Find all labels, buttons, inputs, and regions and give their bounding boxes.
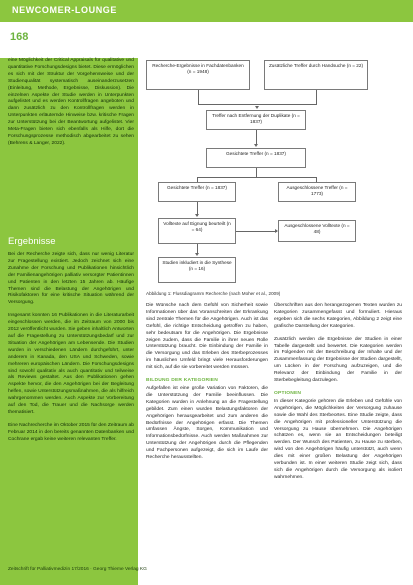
article-paragraph: In dieser Kategorie gehören die Erleben und Gefühle von Angehörigen, die Möglichkeiten der Versorgung zuhause sowie die Wahl des Sterbeortes. Eine Studie zeigte, dass die Angehörigen mit professioneller Unterstützung die Versorgung zu Hause übernehmen. Die Angehörigen schätzen es, wenn sie an Entscheidungen beteiligt werden. Der Wunsch des Patienten, zu Hause zu sterben, wird von den Angehörigen häufig unterstützt, auch wenn dies mit einer großen Belastung der Angehörigen verbunden ist. In einer weiteren Studie zeigt sich, dass sich die Angehörigen durch die Versorgung als isoliert wahrnehmen. [274,398,402,480]
flowchart-arrow [255,106,259,109]
sidebar-paragraph: Eine Nachrecherche im Oktober 2015 für den Zeitraum ab Februar 2014 in den bereits genannten Datenbanken und Cochrane ergab keine weiteren relevanten Treffer. [8,422,134,442]
flowchart-connector [316,90,317,104]
article-paragraph: Die Wünsche nach dem Gefühl von Sicherheit sowie Informationen über das Voranschreiten der Erkrankung sind zentrale Themen für die Angehörigen. Auch ist das Gefühl, die richtige Entscheidung getroffen zu haben, sehr bedeutsam für die Angehörigen. Die Ergebnisse zeigen zudem, dass die Familie in ihrer neuen Rolle Unterstützung braucht. Die Einbindung der Familie in die Versorgung und das Erleben des Sterbeprozesses im häuslichen Umfeld bringt viele Herausforderungen mit sich, auf die sie vorbereitet werden müssen. [146,303,268,371]
flowchart-box-excluded: Ausgeschlossene Treffer (n = 1773) [278,182,356,202]
article-paragraph: Überschriften aus den herangezogenen Texten wurden zu Kategorien zusammengefasst und formuliert. Hieraus ergeben sich die sechs Kategorien, Abbildung 2 zeigt eine grafische Darstellung der Kategorien. [274,303,402,329]
flowchart-arrow [254,144,258,147]
sidebar-text-bottom [8,252,134,450]
flowchart-box-screened-result: Gesichtete Treffer (n = 1837) [158,182,236,202]
flowchart-connector [197,177,316,178]
flowchart-box-fulltext: Volltexte auf Eignung beurteilt (n = 64) [158,218,236,244]
page-footer: Zeitschrift für Palliativmedizin 17/2016 · Georg Thieme Verlag KG [8,567,147,572]
page-number: 168 [10,31,29,43]
flowchart-arrow [195,214,199,217]
sidebar-paragraph: eine Möglichkeit der Critical Appraisals für qualitative und quantitative Forschungsdesigns bietet. Diese ermöglichen es sich mit der Struktur der Vorgehensweise und der Studienqualität systematisch auseinanderzusetzen (Einleitung, Methode, Ergebnisse, Diskussion). Die einzelnen Aspekte der Studie werden in Unterpunkten aufgelistet und es werden Kontrollfragen angeboten und dann zusätzlich zu den Kontrollfragen werden in Unterpunkten erläuternde Hinweise bzw. kritische Fragen zur Unterstützung bei der Beantwortung aufgelistet. Vier Meta-Fragen bieten sich ebenfalls als Hilfe, dort die Forschungsprozesse methodisch abgearbeitet zu sehen (Behrens & Langer, 2022). [8,58,134,146]
article-column-middle [146,303,268,468]
sidebar-paragraph: Bei der Recherche zeigte sich, dass nur wenig Literatur zur Fragestellung existiert. Jedoch zeichnet sich eine Zunahme der Forschung und Publikationen hinsichtlich der Familienangehörigen palliativ versorgter Patientinnen und Patienten in den letzten 15 Jahren ab. Häufige Themen sind die Belastung der Angehörigen und Risikofaktoren für eine kritische Situation während der Versorgung. [8,252,134,306]
flowchart-box-databases: Recherche-Ergebnisse in Fachdatenbanken (n = 1948) [146,60,250,90]
article-paragraph: Aufgefallen ist eine große Variation von Faktoren, die die Unterstützung der Familie beeinflussen. Die Kategorien wurden in Anlehnung an die Fragestellung gebildet. Zum einen wurden Belastungsfaktoren der Angehörigen herausgearbeitet und zum anderen die Bedürfnisse der Angehörigen erfasst. Die Themen umfassen Ängste, Sorgen, Kommunikation und Informationsbedürfnisse. Auch werden Maßnahmen zur Unterstützung der Angehörigen durch die Pflegenden und Fachpersonen aufgezeigt, die sich im Laufe der Recherche herausstellten. [146,385,268,461]
flowchart-connector [256,130,257,145]
flowchart-connector [236,231,277,232]
flowchart-box-after-duplicates: Treffer nach Entfernung der Duplikate (n = 1837) [206,110,306,130]
sidebar-text-top [8,58,134,154]
header-bar [0,0,413,22]
section-title: NEWCOMER-LOUNGE [12,5,117,15]
flowchart-connector [256,168,257,177]
article-paragraph: Zusätzlich werden die Ergebnisse der Studien in einer Tabelle dargestellt und bewertet. Die Kategorien werden im Folgenden mit der Beschreibung der Inhalte und der Zusammenfassung der Ergebnisse der Studien dargestellt, um Lücken in der Forschung aufzuzeigen, und die Relevanz der Einbindung der Familie in der Sterbebegleitung darzulegen. [274,336,402,384]
flowchart-arrow [195,253,199,256]
flowchart-box-fulltext-excluded: Ausgeschlossene Volltexte (n = 48) [278,220,356,242]
section-heading-ergebnisse: Ergebnisse [8,236,56,247]
flowchart-box-included: Studien inkludiert in die Synthese (n = 16) [158,257,236,283]
subheading-optionen: OPTIONEN [274,390,302,396]
flowchart-box-screened: Gesichtete Treffer (n = 1837) [206,148,306,168]
flowchart-box-additional: Zusätzliche Treffer durch Handsuche (n = 22) [264,60,368,90]
sidebar-paragraph: Insgesamt konnten 16 Publikationen in die Literaturarbeit eingeschlossen werden, die im Zeitraum von 2000 bis 2012 veröffentlicht wurden. Sie geben inhaltlich Antworten auf die Fragestellung zu Unterstützungsbedarf und zur Situation der Angehörigen am Lebensende. Die Studien wurden in verschiedenen Ländern durchgeführt, unter anderem in Kanada, den USA und Schweden, sowie mehreren europäischen Ländern. Die Forschungsdesigns sind sowohl qualitativ als auch quantitativ und teilweise als Reviews gestaltet. Aus den Publikationen gehen Aspekte hervor, die den Angehörigen bei der Begleitung helfen, sowie Unterstützungsmaßnahmen, die als hilfreich wahrgenommen werden. Auch Aspekte zur Vorbereitung auf den Tod, die Trauer und die Nachsorge werden thematisiert. [8,313,134,415]
article-column-right [274,303,402,488]
subheading-kategorien: BILDUNG DER KATEGORIEN [146,378,218,384]
flowchart-connector [198,104,317,105]
figure-caption: Abbildung 1: Flussdiagramm Recherche (nach Moher et al., 2009) [146,291,281,296]
flowchart-connector [198,90,199,104]
